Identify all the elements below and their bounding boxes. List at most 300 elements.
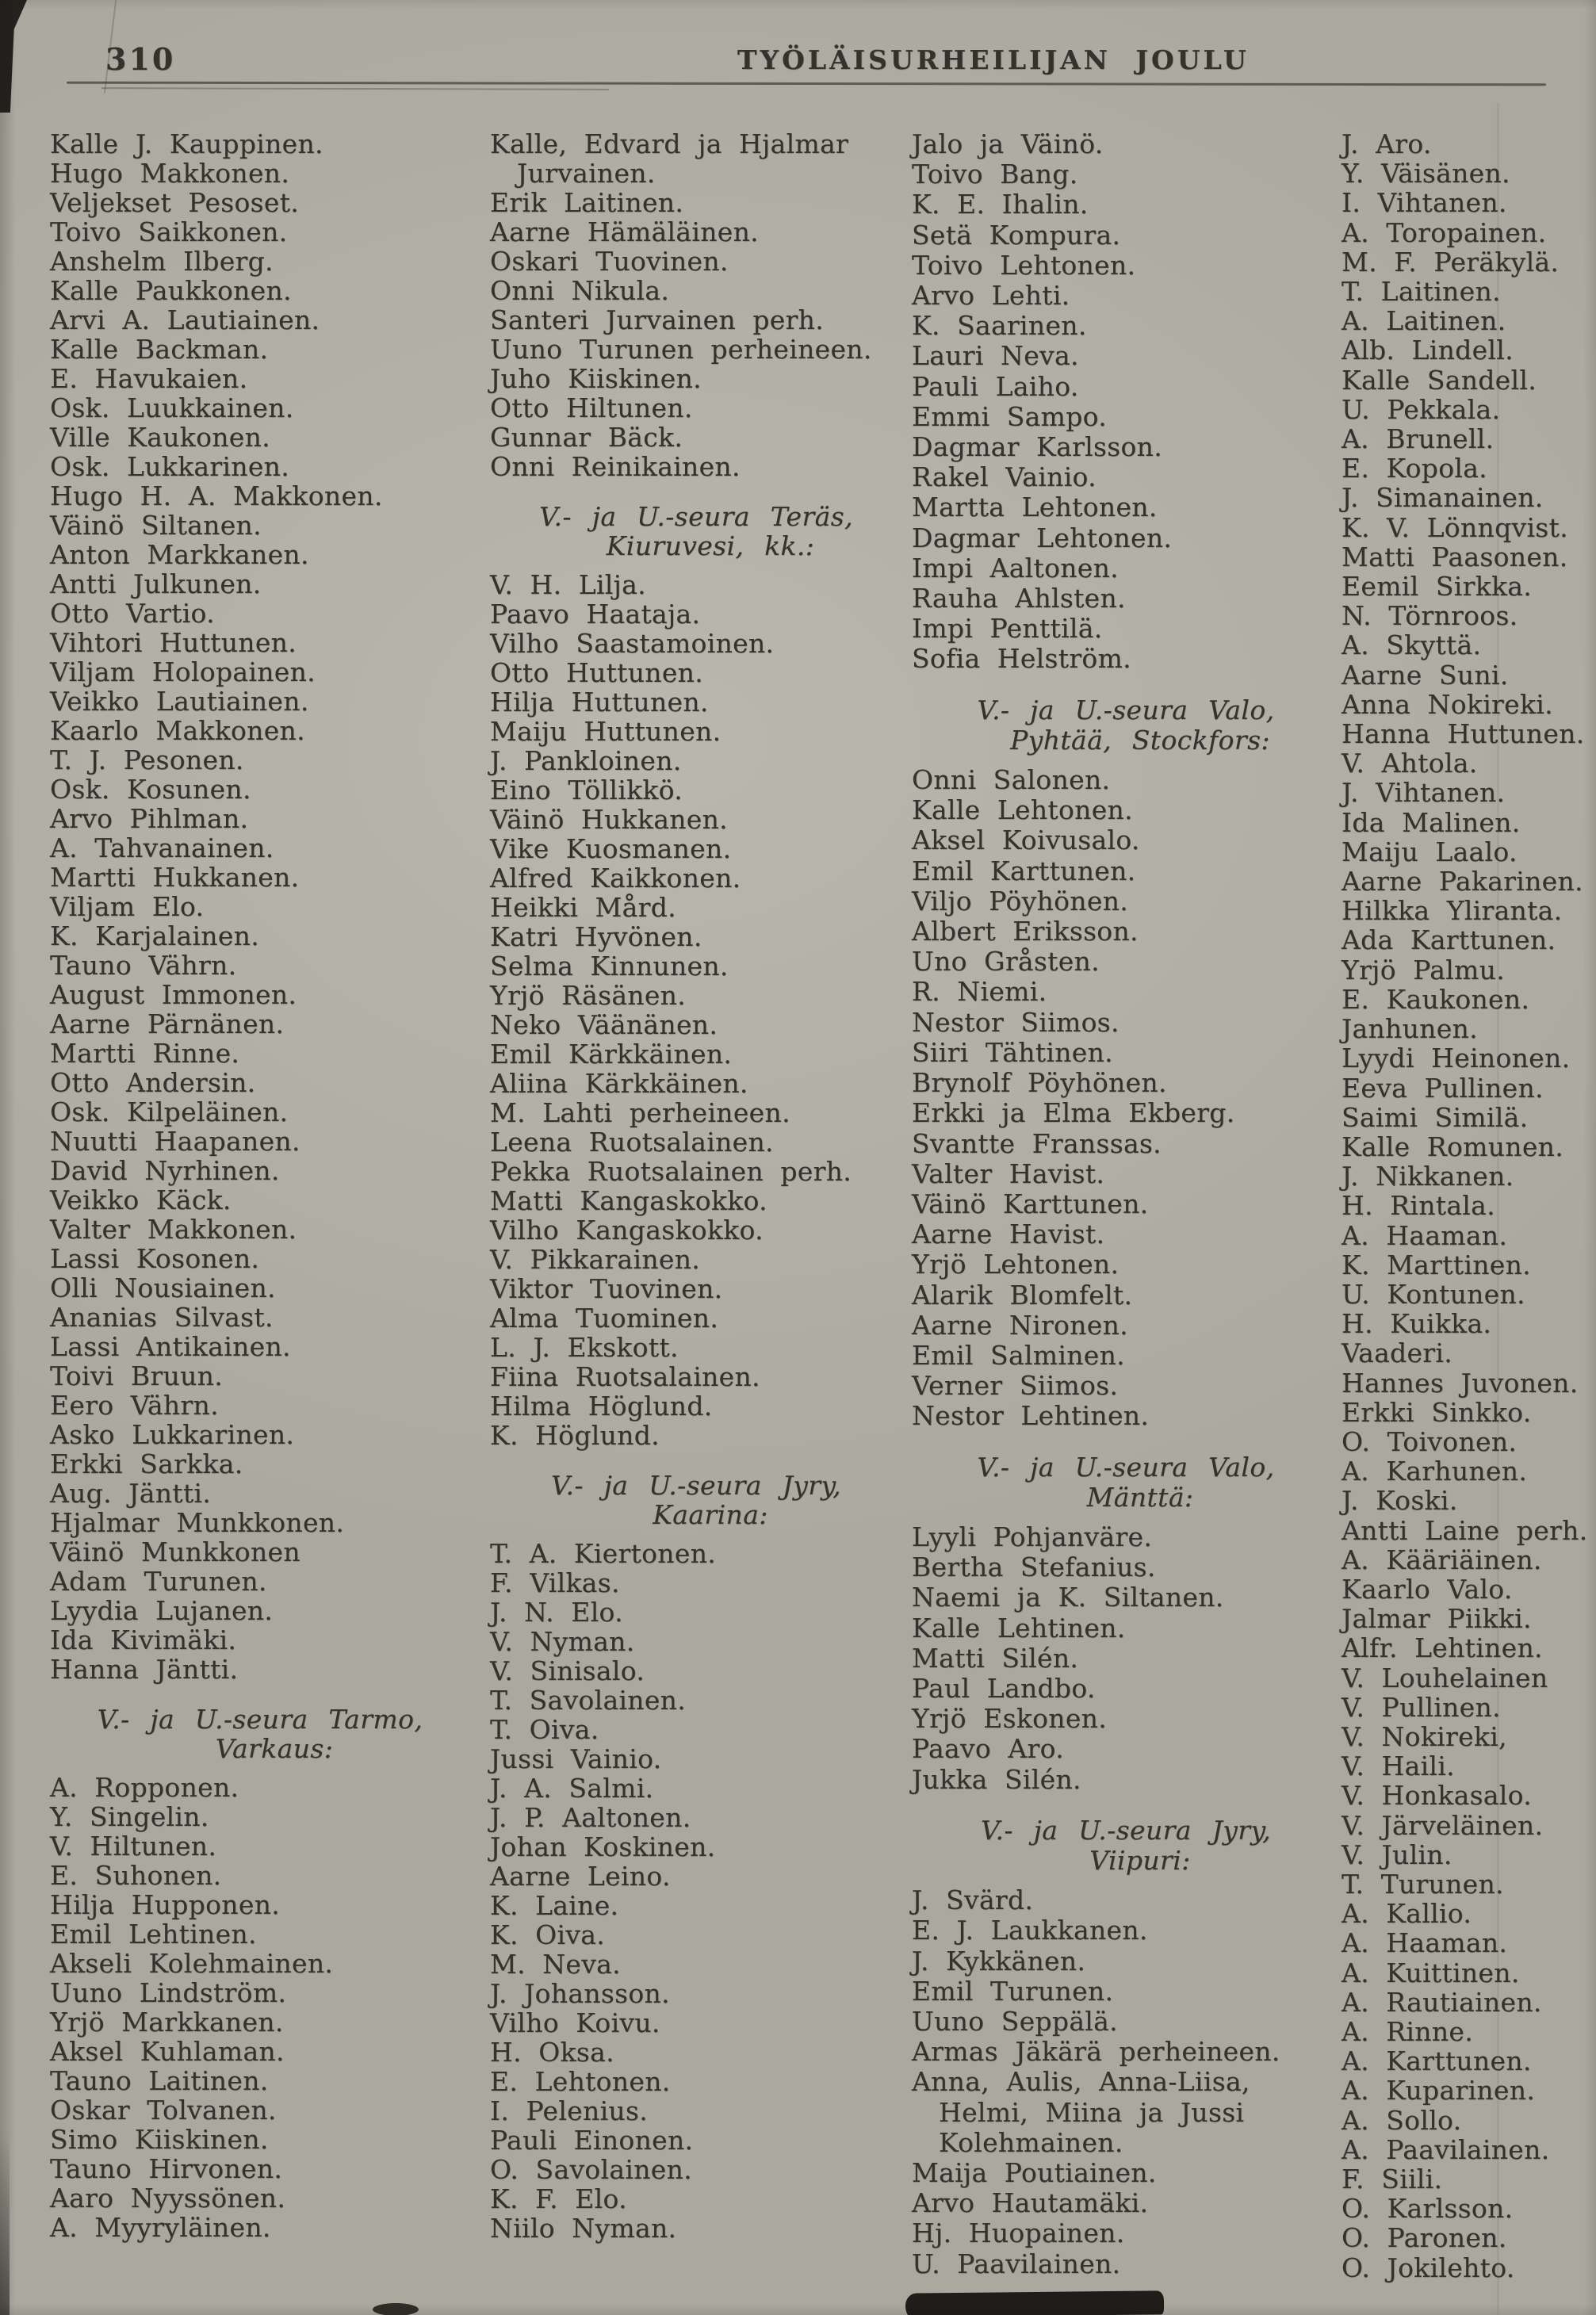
name-line: J. Nikkanen. bbox=[1341, 1161, 1514, 1192]
name-line: A. Rinne. bbox=[1341, 2016, 1473, 2047]
name-line: Yrjö Eskonen. bbox=[912, 1703, 1108, 1735]
name-line: Dagmar Karlsson. bbox=[912, 431, 1162, 463]
name-line: Toivo Saikkonen. bbox=[50, 216, 288, 247]
name-line: J. N. Elo. bbox=[490, 1597, 623, 1628]
name-line: Otto Hiltunen. bbox=[490, 392, 693, 423]
journal-title: TYÖLÄISURHEILIJAN JOULU bbox=[737, 44, 1250, 75]
name-line: J. Vihtanen. bbox=[1341, 777, 1506, 809]
name-line: Osk. Lukkarinen. bbox=[50, 451, 290, 482]
name-line: Pauli Einonen. bbox=[490, 2125, 694, 2156]
name-line: Väinö Siltanen. bbox=[50, 510, 262, 541]
name-line: F. Siili. bbox=[1341, 2164, 1443, 2195]
name-line: V. Louhelainen bbox=[1341, 1662, 1548, 1693]
name-line: A. Laitinen. bbox=[1341, 305, 1506, 337]
name-line: Leena Ruotsalainen. bbox=[490, 1127, 774, 1158]
name-line: L. J. Ekskott. bbox=[490, 1332, 679, 1363]
name-line: Verner Siimos. bbox=[912, 1370, 1119, 1402]
name-line: Kalle Lehtonen. bbox=[912, 794, 1133, 826]
name-line: Kaarlo Makkonen. bbox=[50, 715, 305, 746]
section-header bbox=[912, 695, 1340, 756]
name-line: Eeva Pullinen. bbox=[1341, 1072, 1544, 1104]
name-line: Emmi Sampo. bbox=[912, 400, 1108, 432]
names-block bbox=[50, 129, 470, 1684]
name-line: Jalo ja Väinö. bbox=[912, 128, 1104, 159]
name-line: Aksel Koivusalo. bbox=[912, 825, 1140, 856]
name-line: Aug. Jäntti. bbox=[50, 1478, 212, 1509]
name-line: Uuno Lindström. bbox=[50, 1977, 287, 2008]
name-line: E. Havukaien. bbox=[50, 363, 248, 394]
name-line: A. Kallio. bbox=[1341, 1898, 1472, 1930]
name-line: Helmi, Miina ja Jussi bbox=[939, 2096, 1245, 2128]
name-line: Eero Vährn. bbox=[50, 1390, 219, 1421]
name-line: Oskar Tolvanen. bbox=[50, 2095, 277, 2126]
header-rule bbox=[67, 82, 1546, 86]
name-line: Neko Väänänen. bbox=[490, 1009, 718, 1040]
name-line: Emil Salminen. bbox=[912, 1339, 1125, 1371]
name-line: U. Paavilainen. bbox=[912, 2248, 1121, 2279]
name-line: Erkki Sarkka. bbox=[50, 1448, 243, 1479]
name-column-2 bbox=[490, 129, 902, 2243]
name-line: Viljam Holopainen. bbox=[50, 656, 316, 687]
section-header bbox=[50, 1705, 470, 1763]
name-line: Alfr. Lehtinen. bbox=[1341, 1632, 1543, 1664]
name-line: Väinö Munkkonen bbox=[50, 1536, 300, 1567]
name-line: Lassi Antikainen. bbox=[50, 1331, 291, 1362]
name-column-3 bbox=[912, 129, 1340, 2279]
name-line: I. Pelenius. bbox=[490, 2095, 648, 2126]
name-line: Osk. Kosunen. bbox=[50, 774, 251, 805]
name-line: Lauri Neva. bbox=[912, 340, 1079, 372]
name-line: Jussi Vainio. bbox=[490, 1743, 662, 1774]
name-line: U. Pekkala. bbox=[1341, 393, 1501, 425]
name-line: Pekka Ruotsalainen perh. bbox=[490, 1156, 852, 1187]
name-line: A. Toropainen. bbox=[1341, 216, 1547, 248]
name-line: O. Toivonen. bbox=[1341, 1425, 1518, 1457]
name-line: Setä Kompura. bbox=[912, 219, 1121, 251]
section-header-line: Kaarina: bbox=[653, 1499, 768, 1530]
name-line: Ida Kivimäki. bbox=[50, 1624, 237, 1655]
name-line: Olli Nousiainen. bbox=[50, 1272, 276, 1303]
name-line: J. Koski. bbox=[1341, 1485, 1458, 1517]
name-line: V. Sinisalo. bbox=[490, 1655, 645, 1686]
name-line: Kolehmainen. bbox=[939, 2126, 1123, 2158]
section-header-line: V.- ja U.-seura Valo, bbox=[977, 694, 1275, 725]
name-line: Hugo Makkonen. bbox=[50, 158, 290, 189]
name-line: Hilma Höglund. bbox=[490, 1391, 713, 1422]
name-line: Alma Tuominen. bbox=[490, 1303, 719, 1334]
name-line: Valter Havist. bbox=[912, 1158, 1105, 1189]
name-line: A. Kuparinen. bbox=[1341, 2075, 1536, 2106]
name-line: O. Jokilehto. bbox=[1341, 2252, 1515, 2283]
name-line: August Immonen. bbox=[50, 979, 297, 1010]
name-line: Vilho Koivu. bbox=[490, 2007, 660, 2038]
name-line: Matti Silén. bbox=[912, 1642, 1079, 1674]
names-block bbox=[490, 1539, 902, 2243]
section-header bbox=[912, 1452, 1340, 1513]
name-line: Ada Karttunen. bbox=[1341, 924, 1556, 956]
name-line: Uuno Turunen perheineen. bbox=[490, 334, 872, 365]
names-block bbox=[912, 129, 1340, 675]
name-line: Erkki ja Elma Ekberg. bbox=[912, 1097, 1235, 1129]
name-line: Aarne Pakarinen. bbox=[1341, 866, 1583, 897]
name-line: Eemil Sirkka. bbox=[1341, 571, 1533, 603]
name-line: Valter Makkonen. bbox=[50, 1214, 297, 1245]
name-line: Matti Kangaskokko. bbox=[490, 1185, 767, 1216]
name-line: Osk. Kilpeläinen. bbox=[50, 1096, 289, 1127]
name-line: A. Karttunen. bbox=[1341, 2045, 1532, 2077]
name-line: Santeri Jurvainen perh. bbox=[490, 304, 824, 335]
name-line: J. Johansson. bbox=[490, 1978, 670, 2009]
name-line: Nestor Lehtinen. bbox=[912, 1400, 1150, 1432]
name-line: Impi Penttilä. bbox=[912, 613, 1103, 645]
name-line: V. Haili. bbox=[1341, 1751, 1455, 1782]
name-line: Kalle Lehtinen. bbox=[912, 1612, 1126, 1643]
name-line: Alb. Lindell. bbox=[1341, 335, 1514, 366]
name-line: K. Marttinen. bbox=[1341, 1249, 1531, 1280]
name-line: Kalle Romunen. bbox=[1341, 1131, 1564, 1162]
name-line: Viktor Tuovinen. bbox=[490, 1273, 723, 1304]
name-line: Arvi A. Lautiainen. bbox=[50, 304, 320, 335]
name-line: Hanna Huttunen. bbox=[1341, 718, 1585, 750]
name-line: Aksel Kuhlaman. bbox=[50, 2036, 285, 2067]
name-line: E. Lehtonen. bbox=[490, 2066, 671, 2097]
name-line: Osk. Luukkainen. bbox=[50, 392, 294, 423]
name-line: A. Tahvanainen. bbox=[50, 832, 274, 863]
scan-ink-smudge bbox=[905, 2290, 1164, 2315]
name-line: Erkki Sinkko. bbox=[1341, 1396, 1532, 1428]
name-line: A. Haaman. bbox=[1341, 1927, 1508, 1959]
name-line: Uno Gråsten. bbox=[912, 946, 1100, 978]
name-line: Vihtori Huttunen. bbox=[50, 627, 297, 658]
name-line: Hjalmar Munkkonen. bbox=[50, 1507, 345, 1538]
name-line: Y. Väisänen. bbox=[1341, 158, 1510, 189]
name-line: O. Savolainen. bbox=[490, 2154, 692, 2185]
section-header-line: V.- ja U.-seura Tarmo, bbox=[97, 1704, 423, 1735]
name-line: Naemi ja K. Siltanen. bbox=[912, 1582, 1224, 1613]
name-line: Bertha Stefanius. bbox=[912, 1552, 1156, 1583]
name-line: Anna, Aulis, Anna-Liisa, bbox=[912, 2066, 1250, 2098]
name-line: Lassi Kosonen. bbox=[50, 1243, 260, 1274]
name-line: N. Törnroos. bbox=[1341, 600, 1518, 632]
name-line: Hanna Jäntti. bbox=[50, 1654, 239, 1685]
name-line: Johan Koskinen. bbox=[490, 1831, 716, 1862]
name-line: Emil Lehtinen. bbox=[50, 1919, 257, 1950]
name-line: Tauno Hirvonen. bbox=[50, 2153, 283, 2184]
name-line: Lyydi Heinonen. bbox=[1341, 1043, 1571, 1074]
name-line: Erik Laitinen. bbox=[490, 187, 684, 218]
name-line: Svantte Franssas. bbox=[912, 1127, 1162, 1159]
name-line: Viljam Elo. bbox=[50, 891, 205, 922]
name-line: Niilo Nyman. bbox=[490, 2213, 677, 2244]
name-line: Kalle Paukkonen. bbox=[50, 275, 292, 306]
name-line: Veljekset Pesoset. bbox=[50, 187, 300, 218]
name-line: Emil Kärkkäinen. bbox=[490, 1039, 733, 1069]
name-line: Anna Nokireki. bbox=[1341, 688, 1553, 720]
name-line: Maiju Huttunen. bbox=[490, 716, 721, 747]
name-line: Yrjö Palmu. bbox=[1341, 954, 1505, 985]
name-line: Adam Turunen. bbox=[50, 1566, 267, 1597]
name-line: V. Järveläinen. bbox=[1341, 1809, 1544, 1841]
name-line: A. Brunell. bbox=[1341, 423, 1495, 455]
name-line: Arvo Lehti. bbox=[912, 280, 1070, 312]
name-line: V. Hiltunen. bbox=[50, 1831, 217, 1862]
name-line: Katri Hyvönen. bbox=[490, 921, 702, 952]
name-line: Väinö Hukkanen. bbox=[490, 804, 728, 835]
name-line: Antti Laine perh. bbox=[1341, 1514, 1588, 1546]
section-header-line: V.- ja U.-seura Jyry, bbox=[980, 1814, 1271, 1846]
name-line: J. Pankloinen. bbox=[490, 745, 682, 776]
name-line: Rauha Ahlsten. bbox=[912, 583, 1126, 614]
name-line: Emil Karttunen. bbox=[912, 855, 1136, 886]
name-line: Emil Turunen. bbox=[912, 1975, 1114, 2007]
name-line: V. Nokireki, bbox=[1341, 1720, 1507, 1752]
name-line: V. H. Lilja. bbox=[490, 569, 646, 600]
name-line: Toivo Lehtonen. bbox=[912, 249, 1136, 281]
scan-ink-smudge bbox=[373, 2303, 419, 2315]
section-header-line: V.- ja U.-seura Teräs, bbox=[539, 501, 853, 532]
section-header-line: Pyhtää, Stockfors: bbox=[1010, 724, 1270, 756]
name-line: Veikko Lautiainen. bbox=[50, 686, 309, 717]
name-line: Hilkka Yliranta. bbox=[1341, 895, 1563, 927]
name-line: K. Oiva. bbox=[490, 1919, 606, 1950]
name-line: Onni Reinikainen. bbox=[490, 451, 741, 482]
name-line: Aaro Nyyssönen. bbox=[50, 2183, 286, 2214]
name-line: T. Laitinen. bbox=[1341, 276, 1501, 308]
scan-edge-shadow bbox=[0, 2133, 10, 2315]
name-column-1 bbox=[50, 129, 470, 2242]
name-line: M. F. Peräkylä. bbox=[1341, 246, 1560, 277]
name-line: A. Skyttä. bbox=[1341, 629, 1482, 661]
name-line: Jalmar Piikki. bbox=[1341, 1603, 1532, 1635]
name-line: A. Myyryläinen. bbox=[50, 2212, 271, 2243]
name-line: Yrjö Räsänen. bbox=[490, 980, 687, 1011]
name-line: Hannes Juvonen. bbox=[1341, 1367, 1579, 1399]
name-line: J. Aro. bbox=[1341, 128, 1432, 159]
name-line: Alarik Blomfelt. bbox=[912, 1279, 1133, 1311]
name-line: Otto Vartio. bbox=[50, 598, 215, 629]
name-line: J. P. Aaltonen. bbox=[490, 1802, 691, 1833]
name-line: Paul Landbo. bbox=[912, 1672, 1096, 1704]
name-column-4 bbox=[1341, 129, 1596, 2282]
name-line: Hilja Huttunen. bbox=[490, 687, 709, 717]
name-line: Martta Lehtonen. bbox=[912, 492, 1158, 523]
name-line: Dagmar Lehtonen. bbox=[912, 522, 1173, 553]
name-line: Aarne Nironen. bbox=[912, 1309, 1128, 1341]
header-rule-shadow bbox=[101, 87, 609, 90]
name-line: Martti Hukkanen. bbox=[50, 862, 300, 893]
name-line: O. Paronen. bbox=[1341, 2222, 1507, 2254]
name-line: F. Vilkas. bbox=[490, 1567, 620, 1598]
name-line: K. E. Ihalin. bbox=[912, 189, 1089, 220]
name-line: Antti Julkunen. bbox=[50, 568, 262, 599]
name-line: V. Julin. bbox=[1341, 1839, 1452, 1870]
name-line: Arvo Pihlman. bbox=[50, 803, 249, 834]
section-header-line: V.- ja U.-seura Valo, bbox=[977, 1451, 1275, 1483]
name-line: Veikko Käck. bbox=[50, 1184, 232, 1215]
name-line: A. Karhunen. bbox=[1341, 1456, 1528, 1487]
name-line: E. J. Laukkanen. bbox=[912, 1915, 1148, 1946]
name-line: Armas Jäkärä perheineen. bbox=[912, 2036, 1280, 2068]
name-line: Otto Huttunen. bbox=[490, 657, 704, 688]
name-line: Yrjö Lehtonen. bbox=[912, 1249, 1119, 1280]
name-line: Pauli Laiho. bbox=[912, 370, 1079, 402]
name-line: R. Niemi. bbox=[912, 976, 1047, 1008]
name-line: J. Svärd. bbox=[912, 1885, 1034, 1916]
name-line: David Nyrhinen. bbox=[50, 1155, 280, 1186]
name-line: Saimi Similä. bbox=[1341, 1101, 1529, 1133]
section-header-line: Mänttä: bbox=[1086, 1481, 1194, 1513]
name-line: Eino Töllikkö. bbox=[490, 775, 683, 805]
name-line: Anshelm Ilberg. bbox=[50, 246, 274, 277]
section-header bbox=[490, 1471, 902, 1529]
name-line: T. A. Kiertonen. bbox=[490, 1538, 717, 1569]
name-line: Sofia Helström. bbox=[912, 643, 1131, 675]
name-line: J. Simanainen. bbox=[1341, 482, 1544, 514]
name-line: Lyydia Lujanen. bbox=[50, 1595, 274, 1626]
name-line: Maija Poutiainen. bbox=[912, 2157, 1157, 2188]
name-line: Otto Andersin. bbox=[50, 1067, 256, 1098]
name-line: Aarne Suni. bbox=[1341, 659, 1509, 691]
name-line: V. Pikkarainen. bbox=[490, 1244, 701, 1275]
name-line: K. V. Lönnqvist. bbox=[1341, 511, 1568, 543]
name-line: A. Kuittinen. bbox=[1341, 1957, 1520, 1988]
name-line: T. Turunen. bbox=[1341, 1868, 1504, 1900]
name-line: O. Karlsson. bbox=[1341, 2193, 1514, 2225]
name-line: Vike Kuosmanen. bbox=[490, 833, 732, 864]
name-line: H. Rintala. bbox=[1341, 1190, 1495, 1222]
name-line: Hugo H. A. Makkonen. bbox=[50, 480, 383, 511]
section-header bbox=[912, 1816, 1340, 1876]
name-line: Arvo Hautamäki. bbox=[912, 2187, 1149, 2219]
name-line: Lyyli Pohjanväre. bbox=[912, 1521, 1153, 1552]
name-line: Aarne Pärnänen. bbox=[50, 1008, 285, 1039]
name-line: A. Kääriäinen. bbox=[1341, 1544, 1542, 1575]
name-line: Kalle Sandell. bbox=[1341, 364, 1537, 396]
name-line: Uuno Seppälä. bbox=[912, 2005, 1118, 2037]
name-line: V. Pullinen. bbox=[1341, 1691, 1501, 1723]
name-line: V. Ahtola. bbox=[1341, 748, 1478, 779]
name-line: Simo Kiiskinen. bbox=[50, 2124, 269, 2155]
names-block bbox=[912, 765, 1340, 1431]
name-line: E. Kopola. bbox=[1341, 453, 1487, 484]
name-line: Vaaderi. bbox=[1341, 1337, 1453, 1369]
names-block bbox=[912, 1885, 1340, 2279]
name-line: A. Sollo. bbox=[1341, 2104, 1462, 2136]
name-line: Paavo Haataja. bbox=[490, 599, 701, 629]
name-line: Ananias Silvast. bbox=[50, 1302, 274, 1333]
name-line: Ida Malinen. bbox=[1341, 806, 1521, 838]
name-line: Kaarlo Valo. bbox=[1341, 1573, 1513, 1605]
name-line: Ville Kaukonen. bbox=[50, 422, 270, 453]
name-line: Jurvainen. bbox=[517, 158, 656, 189]
name-line: Aliina Kärkkäinen. bbox=[490, 1068, 748, 1099]
name-line: Albert Eriksson. bbox=[912, 916, 1139, 947]
section-header-line: Varkaus: bbox=[215, 1733, 334, 1764]
name-line: Aarne Havist. bbox=[912, 1219, 1105, 1250]
section-header bbox=[490, 502, 902, 561]
name-line: A. Paavilainen. bbox=[1341, 2133, 1550, 2165]
name-line: Vilho Kangaskokko. bbox=[490, 1215, 764, 1246]
name-line: K. Höglund. bbox=[490, 1420, 660, 1451]
name-line: I. Vihtanen. bbox=[1341, 187, 1507, 219]
name-line: Siiri Tähtinen. bbox=[912, 1036, 1113, 1068]
name-line: Anton Markkanen. bbox=[50, 539, 309, 570]
name-line: E. Suhonen. bbox=[50, 1860, 222, 1891]
name-line: K. Saarinen. bbox=[912, 310, 1087, 342]
section-header-line: Kiuruvesi, kk.: bbox=[606, 530, 815, 561]
name-line: J. Kykkänen. bbox=[912, 1945, 1086, 1976]
name-line: Nuutti Haapanen. bbox=[50, 1126, 300, 1157]
name-line: K. F. Elo. bbox=[490, 2183, 627, 2214]
page-number: 310 bbox=[105, 41, 176, 77]
name-line: Martti Rinne. bbox=[50, 1038, 240, 1069]
name-line: E. Kaukonen. bbox=[1341, 983, 1530, 1015]
name-line: H. Oksa. bbox=[490, 2037, 614, 2068]
name-line: Kalle J. Kauppinen. bbox=[50, 128, 323, 159]
name-line: A. Haaman. bbox=[1341, 1219, 1508, 1251]
name-line: Asko Lukkarinen. bbox=[50, 1419, 295, 1450]
section-header-line: V.- ja U.-seura Jyry, bbox=[550, 1470, 841, 1501]
name-line: J. A. Salmi. bbox=[490, 1773, 654, 1804]
name-line: Väinö Karttunen. bbox=[912, 1188, 1149, 1219]
name-line: Matti Paasonen. bbox=[1341, 541, 1568, 572]
name-line: Gunnar Bäck. bbox=[490, 422, 683, 453]
name-line: Onni Nikula. bbox=[490, 275, 670, 306]
name-line: Toivi Bruun. bbox=[50, 1360, 223, 1391]
names-block bbox=[50, 1773, 470, 2242]
name-line: Kalle, Edvard ja Hjalmar bbox=[490, 128, 849, 159]
names-block bbox=[1341, 129, 1596, 2282]
name-line: Janhunen. bbox=[1341, 1013, 1478, 1045]
name-line: Y. Singelin. bbox=[50, 1801, 209, 1832]
name-line: K. Laine. bbox=[490, 1890, 619, 1921]
name-line: Kalle Backman. bbox=[50, 334, 269, 365]
name-line: V. Honkasalo. bbox=[1341, 1780, 1533, 1812]
name-line: Impi Aaltonen. bbox=[912, 552, 1119, 584]
name-line: V. Nyman. bbox=[490, 1626, 635, 1657]
names-block bbox=[490, 570, 902, 1450]
scan-corner-artifact bbox=[0, 0, 27, 113]
name-line: Jukka Silén. bbox=[912, 1763, 1081, 1795]
name-line: Toivo Bang. bbox=[912, 159, 1078, 190]
names-block bbox=[912, 1522, 1340, 1795]
name-line: H. Kuikka. bbox=[1341, 1308, 1492, 1340]
name-line: Maiju Laalo. bbox=[1341, 836, 1518, 867]
name-line: Tauno Vährn. bbox=[50, 950, 237, 981]
name-line: Heikki Mård. bbox=[490, 892, 676, 923]
name-line: M. Neva. bbox=[490, 1949, 621, 1980]
name-line: A. Rautiainen. bbox=[1341, 1986, 1542, 2018]
name-line: Vilho Saastamoinen. bbox=[490, 628, 775, 659]
name-line: Brynolf Pöyhönen. bbox=[912, 1067, 1167, 1099]
name-line: Hilja Hupponen. bbox=[50, 1889, 281, 1920]
name-line: Juho Kiiskinen. bbox=[490, 363, 702, 394]
name-line: K. Karjalainen. bbox=[50, 920, 260, 951]
name-line: Tauno Laitinen. bbox=[50, 2065, 269, 2096]
name-line: Oskari Tuovinen. bbox=[490, 246, 729, 277]
name-line: Aarne Leino. bbox=[490, 1861, 671, 1892]
name-line: Rakel Vainio. bbox=[912, 461, 1097, 493]
name-line: T. J. Pesonen. bbox=[50, 744, 244, 775]
name-line: Akseli Kolehmainen. bbox=[50, 1948, 334, 1979]
name-line: A. Ropponen. bbox=[50, 1772, 239, 1803]
name-line: Yrjö Markkanen. bbox=[50, 2007, 284, 2038]
name-line: T. Savolainen. bbox=[490, 1685, 687, 1716]
names-block bbox=[490, 129, 902, 481]
name-line: M. Lahti perheineen. bbox=[490, 1097, 790, 1128]
name-line: U. Kontunen. bbox=[1341, 1278, 1525, 1310]
section-header-line: Viipuri: bbox=[1089, 1844, 1191, 1876]
